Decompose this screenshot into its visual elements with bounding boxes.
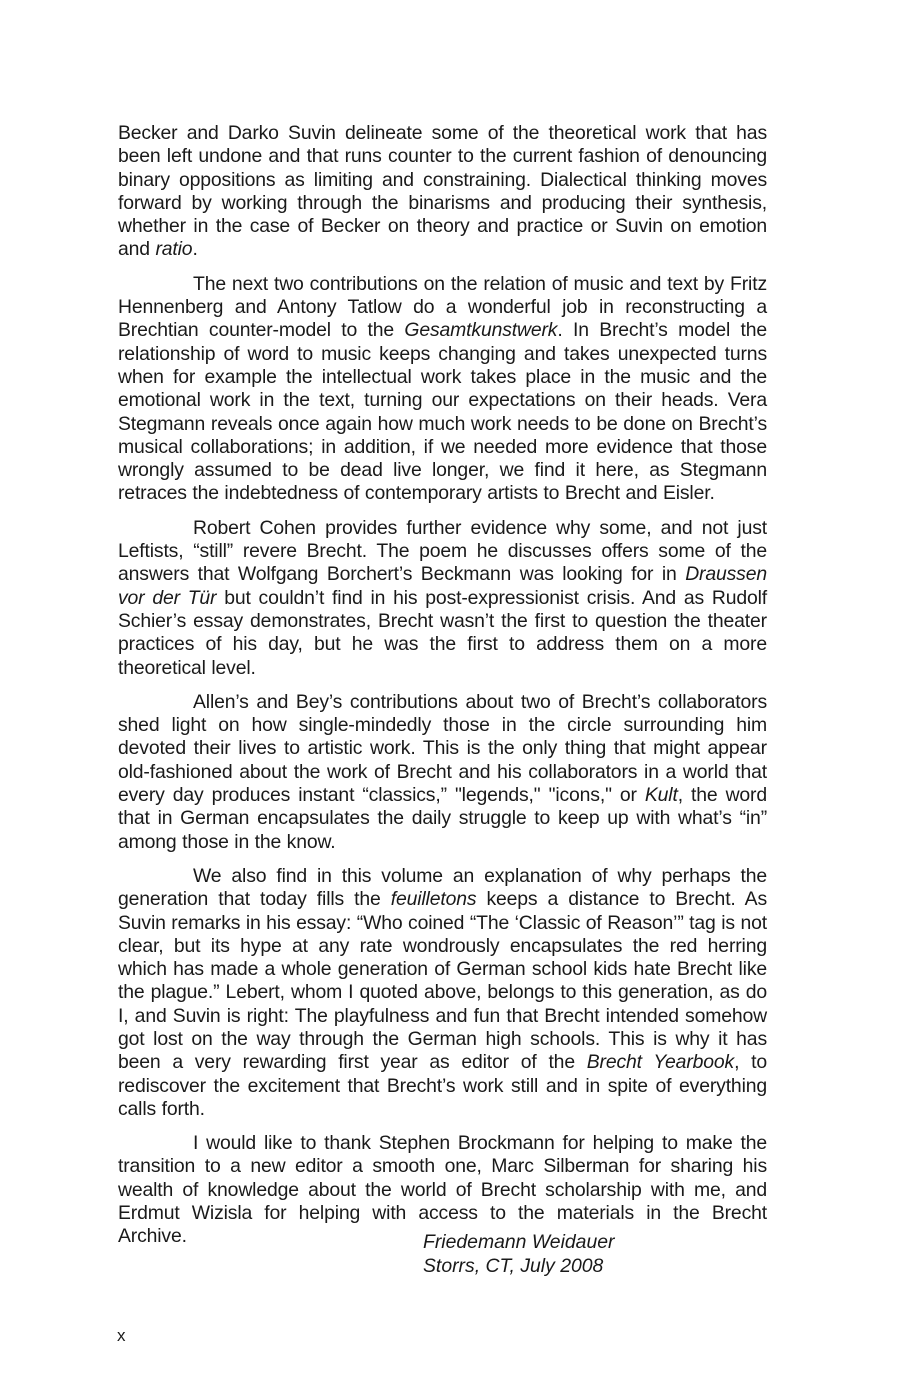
signature-block xyxy=(423,1231,615,1278)
paragraph-text: but couldn’t find in his post-expressionist crisis. And as Rudolf Schier’s essay demonstrates, Brecht wasn’t the first to question the theater practices of his day, but he was the first to address them on a more theoretical level. xyxy=(118,586,768,679)
body-text xyxy=(118,122,767,1260)
paragraph-3 xyxy=(118,517,767,680)
paragraph-text: The next two contributions on the relation of music and text by Fritz Hennenberg and Antony Tatlow do a wonderful job in reconstructing a Brechtian counter-model to the xyxy=(118,272,767,342)
paragraph-text: We also find in this volume an explanation of why perhaps the generation that today fills the xyxy=(118,864,767,911)
place-date: Storrs, CT, July 2008 xyxy=(423,1254,604,1277)
italic-term: Kult xyxy=(644,784,678,807)
paragraph-5 xyxy=(118,865,767,1121)
paragraph-4 xyxy=(118,691,767,854)
paragraph-text: I would like to thank Stephen Brockmann for helping to make the transition to a new editor a smooth one, Marc Silberman for sharing his wealth of knowledge about the world of Brecht scholarship with me, and Erdmut Wizisla for helping with access to the materials in the Brecht Archive. xyxy=(118,1132,767,1248)
paragraph-text: Robert Cohen provides further evidence why some, and not just Leftists, “still” revere Brecht. The poem he discusses offers some of the answers that Wolfgang Borchert’s Beckmann was looking for in xyxy=(118,516,767,586)
paragraph-2 xyxy=(118,273,767,506)
italic-term: Brecht Yearbook xyxy=(586,1051,735,1074)
paragraph-text: Allen’s and Bey’s contributions about two of Brecht’s collaborators shed light on how single-mindedly those in the circle surrounding him devoted their lives to artistic work. This is the only thing that might appear old-fashioned about the work of Brecht and his collaborators in a world that every day produces instant “classics,” "legends," "icons," or xyxy=(118,690,767,807)
italic-term: feuilletons xyxy=(390,888,477,911)
page-number: x xyxy=(117,1326,126,1345)
paragraph-text: , to rediscover the excitement that Brecht’s work still and in spite of everything calls forth. xyxy=(118,1051,767,1120)
author-name: Friedemann Weidauer xyxy=(423,1231,615,1253)
italic-term: Gesamtkunstwerk xyxy=(404,319,558,342)
paragraph-text: Becker and Darko Suvin delineate some of the theoretical work that has been left undone and that runs counter to the current fashion of denouncing binary oppositions as limiting and constraining. Dialectical thinking moves forward by working through the binarisms and producing their synthesis, whether in the case of Becker on theory and practice or Suvin on emotion and xyxy=(118,122,767,261)
paragraph-text: , the word that in German encapsulates the daily struggle to keep up with what’s “in” among those in the know. xyxy=(118,784,767,853)
italic-term: ratio xyxy=(155,238,193,261)
paragraph-text: keeps a distance to Brecht. As Suvin remarks in his essay: “Who coined “The ‘Classic of Reason’” tag is not clear, but its hype at any rate wondrously encapsulates the red herring which has made a whole generation of German school kids hate Brecht like the plague.” Lebert, whom I quoted above, belongs to this generation, as do I, and Suvin is right: The playfulness and fun that Brecht intended somehow got lost on the way through the German high schools. This is why it has been a very rewarding first year as editor of the xyxy=(118,888,767,1074)
italic-term: Draussen vor der Tür xyxy=(118,563,767,609)
paragraph-1 xyxy=(118,122,767,262)
paragraph-text: . xyxy=(192,238,198,261)
paragraph-text: . In Brecht’s model the relationship of word to music keeps changing and takes unexpected turns when for example the intellectual work takes place in the music and the emotional work in the text, turning our expectations on their heads. Vera Stegmann reveals once again how much work needs to be done on Brecht’s musical collaborations; in addition, if we needed more evidence that those wrongly assumed to be dead live longer, we find it here, as Stegmann retraces the indebtedness of contemporary artists to Brecht and Eisler. xyxy=(118,319,768,505)
